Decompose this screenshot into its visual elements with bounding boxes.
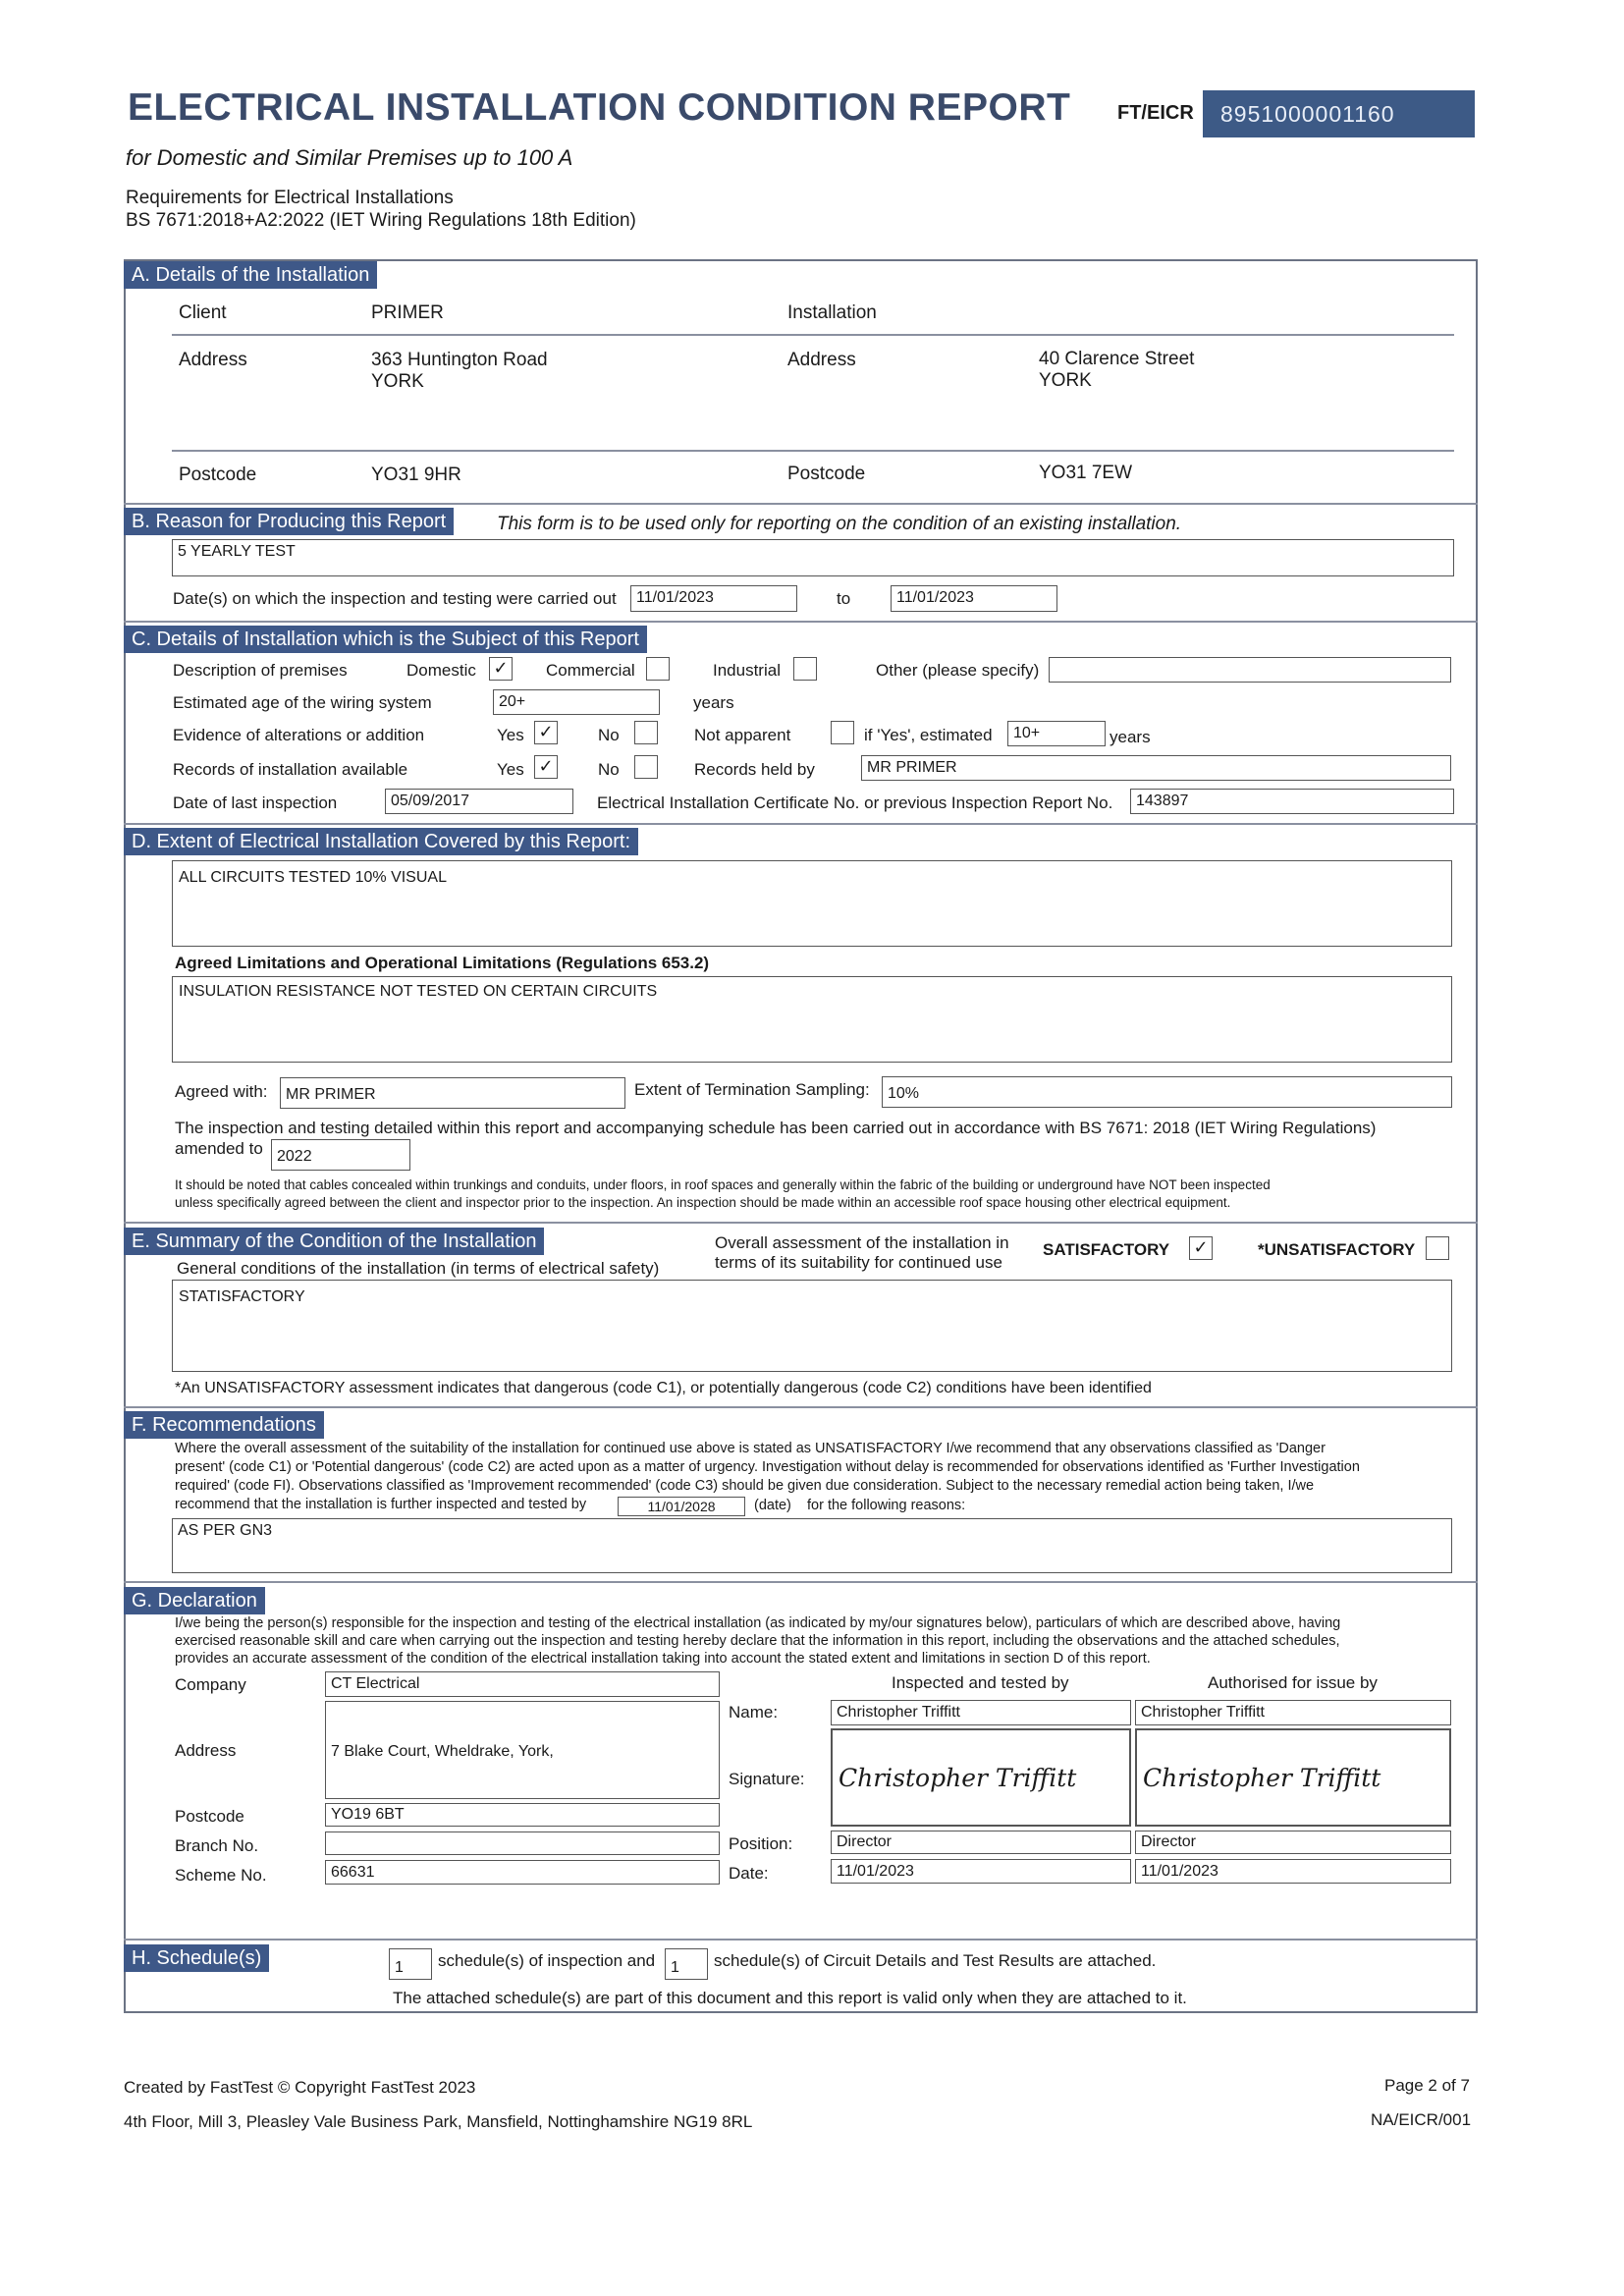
branch-field[interactable] xyxy=(325,1831,720,1855)
domestic-checkbox[interactable]: ✓ xyxy=(489,657,513,681)
ref-number-badge: 8951000001160 xyxy=(1203,90,1475,137)
years-label: years xyxy=(693,693,734,712)
position-label: Position: xyxy=(729,1834,793,1853)
divider xyxy=(172,450,1454,452)
section-c-heading: C. Details of Installation which is the Subject of this Report xyxy=(124,626,647,653)
limitations-label: Agreed Limitations and Operational Limitations (Regulations 653.2) xyxy=(175,954,710,972)
not-apparent-checkbox[interactable] xyxy=(831,721,854,744)
alter-yes-checkbox[interactable]: ✓ xyxy=(534,721,558,744)
standard-line: BS 7671:2018+A2:2022 (IET Wiring Regulations 18th Edition) xyxy=(126,210,636,231)
declaration-text xyxy=(175,1614,1340,1667)
records-no-label: No xyxy=(598,760,620,779)
recommendations-line-3: required' (code FI). Observations classified as 'Improvement recommended' (code C3) should be given due consideration. Subject to the necessary remedial action being taken, I/we xyxy=(175,1478,1315,1494)
alter-yes-label: Yes xyxy=(497,726,524,744)
scheme-label: Scheme No. xyxy=(175,1866,267,1885)
section-a-heading: A. Details of the Installation xyxy=(124,261,377,289)
if-yes-label: if 'Yes', estimated xyxy=(864,726,993,744)
extent-field[interactable]: ALL CIRCUITS TESTED 10% VISUAL xyxy=(172,860,1452,947)
authorised-by-label: Authorised for issue by xyxy=(1208,1673,1378,1692)
client-address-line2: YORK xyxy=(371,371,424,392)
alter-no-checkbox[interactable] xyxy=(634,721,658,744)
divider xyxy=(124,823,1478,825)
client-postcode-label: Postcode xyxy=(179,465,257,485)
install-address-line2: YORK xyxy=(1039,370,1092,391)
unsatisfactory-checkbox[interactable] xyxy=(1426,1236,1449,1260)
not-apparent-label: Not apparent xyxy=(694,726,791,744)
divider xyxy=(124,1939,1478,1941)
test-schedules-count[interactable]: 1 xyxy=(665,1948,708,1980)
records-yes-checkbox[interactable]: ✓ xyxy=(534,755,558,779)
concealed-note-2: unless specifically agreed between the client and inspector prior to the inspection. An inspection should be made within an accessible roof space housing other electrical equipment. xyxy=(175,1195,1231,1210)
signature-label: Signature: xyxy=(729,1770,805,1788)
postcode-field[interactable]: YO19 6BT xyxy=(325,1803,720,1827)
alter-no-label: No xyxy=(598,726,620,744)
section-f-heading: F. Recommendations xyxy=(124,1411,324,1439)
agreed-with-label: Agreed with: xyxy=(175,1082,268,1101)
recommendations-line-4: recommend that the installation is further inspected and tested by xyxy=(175,1497,587,1512)
company-field[interactable]: CT Electrical xyxy=(325,1671,720,1697)
inspected-by-label: Inspected and tested by xyxy=(892,1673,1069,1692)
divider xyxy=(172,334,1454,336)
divider xyxy=(124,503,1478,505)
agreed-with-field[interactable]: MR PRIMER xyxy=(280,1077,625,1109)
section-d-heading: D. Extent of Electrical Installation Covered by this Report: xyxy=(124,828,638,855)
reason-field[interactable]: 5 YEARLY TEST xyxy=(172,539,1454,576)
report-subtitle: for Domestic and Similar Premises up to 100 A xyxy=(126,145,573,170)
reasons-label: for the following reasons: xyxy=(807,1498,966,1513)
address-field[interactable]: 7 Blake Court, Wheldrake, York, xyxy=(325,1701,720,1799)
install-address-line1: 40 Clarence Street xyxy=(1039,349,1195,369)
client-postcode: YO31 9HR xyxy=(371,465,461,485)
section-b-note: This form is to be used only for reporting on the condition of an existing installation. xyxy=(497,514,1182,534)
branch-label: Branch No. xyxy=(175,1836,259,1855)
records-yes-label: Yes xyxy=(497,760,524,779)
last-inspection-field[interactable]: 05/09/2017 xyxy=(385,789,573,814)
records-label: Records of installation available xyxy=(173,760,408,779)
dates-label: Date(s) on which the inspection and testing were carried out xyxy=(173,589,617,608)
premises-label: Description of premises xyxy=(173,661,348,680)
inspector-date-field[interactable]: 11/01/2023 xyxy=(831,1859,1131,1884)
authoriser-name-field[interactable]: Christopher Triffitt xyxy=(1135,1700,1451,1725)
years-label-2: years xyxy=(1110,728,1151,746)
footer-address: 4th Floor, Mill 3, Pleasley Vale Business Park, Mansfield, Nottinghamshire NG19 8RL xyxy=(124,2112,753,2131)
address-label: Address xyxy=(175,1741,237,1760)
installation-label: Installation xyxy=(787,302,877,323)
overall-line-2: terms of its suitability for continued use xyxy=(715,1253,1002,1272)
sampling-label: Extent of Termination Sampling: xyxy=(634,1080,870,1099)
scheme-field[interactable]: 66631 xyxy=(325,1860,720,1885)
declaration-line-3: provides an accurate assessment of the condition of the electrical installation taking into account the stated extent and limitations in section D of this report. xyxy=(175,1651,1151,1667)
satisfactory-checkbox[interactable]: ✓ xyxy=(1189,1236,1213,1260)
divider xyxy=(124,1222,1478,1224)
date-label: (date) xyxy=(754,1498,791,1513)
inspector-position-field[interactable]: Director xyxy=(831,1831,1131,1854)
date-from-field[interactable]: 11/01/2023 xyxy=(630,585,797,612)
divider xyxy=(124,1581,1478,1583)
authoriser-signature[interactable]: Christopher Triffitt xyxy=(1135,1728,1451,1827)
other-field[interactable] xyxy=(1049,657,1451,683)
industrial-label: Industrial xyxy=(713,661,781,680)
other-label: Other (please specify) xyxy=(876,661,1040,680)
alterations-label: Evidence of alterations or addition xyxy=(173,726,425,744)
wiring-age-field[interactable]: 20+ xyxy=(493,689,660,715)
inspector-signature[interactable]: Christopher Triffitt xyxy=(831,1728,1131,1827)
limitations-field[interactable]: INSULATION RESISTANCE NOT TESTED ON CERTAIN CIRCUITS xyxy=(172,976,1452,1063)
inspection-schedules-count[interactable]: 1 xyxy=(389,1948,432,1980)
ref-label: FT/EICR xyxy=(1117,102,1194,124)
schedules-inspection-label: schedule(s) of inspection and xyxy=(438,1951,656,1970)
authoriser-date-field[interactable]: 11/01/2023 xyxy=(1135,1859,1451,1884)
authoriser-position-field[interactable]: Director xyxy=(1135,1831,1451,1854)
next-inspection-date[interactable]: 11/01/2028 xyxy=(618,1497,745,1516)
records-held-field[interactable]: MR PRIMER xyxy=(861,755,1451,781)
satisfactory-label: SATISFACTORY xyxy=(1043,1240,1170,1259)
client-value: PRIMER xyxy=(371,302,444,323)
unsatisfactory-footnote: *An UNSATISFACTORY assessment indicates that dangerous (code C1), or potentially dangerous (code C2) conditions have been identified xyxy=(175,1380,1152,1396)
cert-label: Electrical Installation Certificate No. or previous Inspection Report No. xyxy=(597,793,1113,812)
commercial-checkbox[interactable] xyxy=(646,657,670,681)
wiring-age-label: Estimated age of the wiring system xyxy=(173,693,432,712)
footer-created: Created by FastTest © Copyright FastTest 2023 xyxy=(124,2078,476,2097)
declaration-line-2: exercised reasonable skill and care when carrying out the inspection and testing hereby declare that the information in this report, including the observations and the attached schedules, xyxy=(175,1633,1340,1649)
install-postcode: YO31 7EW xyxy=(1039,463,1133,483)
schedules-tests-label: schedule(s) of Circuit Details and Test Results are attached. xyxy=(714,1951,1157,1970)
declaration-line-1: I/we being the person(s) responsible for the inspection and testing of the electrical installation (as indicated by my/our signatures below), particulars of which are described above, having xyxy=(175,1615,1341,1631)
amended-label: amended to xyxy=(175,1139,263,1158)
reasons-field[interactable]: AS PER GN3 xyxy=(172,1518,1452,1573)
overall-assessment-label xyxy=(715,1233,1009,1273)
divider xyxy=(124,1406,1478,1408)
commercial-label: Commercial xyxy=(546,661,635,680)
section-g-heading: G. Declaration xyxy=(124,1587,265,1614)
postcode-label: Postcode xyxy=(175,1807,244,1826)
company-label: Company xyxy=(175,1675,246,1694)
alter-age-field[interactable]: 10+ xyxy=(1007,721,1106,746)
recommendations-line-1: Where the overall assessment of the suitability of the installation for continued use above is stated as UNSATISFACTORY I/we recommend that any observations classified as 'Danger xyxy=(175,1441,1326,1456)
client-label: Client xyxy=(179,302,227,323)
sampling-field[interactable]: 10% xyxy=(882,1076,1452,1108)
footer-page: Page 2 of 7 xyxy=(1384,2076,1470,2095)
last-inspection-label: Date of last inspection xyxy=(173,793,338,812)
unsatisfactory-label: *UNSATISFACTORY xyxy=(1258,1240,1416,1259)
date-to-field[interactable]: 11/01/2023 xyxy=(891,585,1057,612)
general-conditions-label: General conditions of the installation (in terms of electrical safety) xyxy=(177,1259,660,1278)
requirements-text xyxy=(126,187,636,232)
section-h-heading: H. Schedule(s) xyxy=(124,1944,269,1972)
industrial-checkbox[interactable] xyxy=(793,657,817,681)
domestic-label: Domestic xyxy=(406,661,476,680)
to-label: to xyxy=(837,589,851,608)
report-title: ELECTRICAL INSTALLATION CONDITION REPORT xyxy=(128,86,1071,129)
section-e-heading: E. Summary of the Condition of the Installation xyxy=(124,1228,544,1255)
condition-field[interactable]: STATISFACTORY xyxy=(172,1280,1452,1372)
records-no-checkbox[interactable] xyxy=(634,755,658,779)
concealed-note-1: It should be noted that cables concealed within trunkings and conduits, under floors, in roof spaces and generally within the fabric of the building or underground have NOT been inspected xyxy=(175,1177,1271,1192)
divider xyxy=(124,621,1478,623)
schedules-note: The attached schedule(s) are part of this document and this report is valid only when they are attached to it. xyxy=(393,1989,1187,2007)
overall-line-1: Overall assessment of the installation in xyxy=(715,1233,1009,1252)
amended-field[interactable]: 2022 xyxy=(271,1139,410,1171)
inspector-name-field[interactable]: Christopher Triffitt xyxy=(831,1700,1131,1725)
footer-code: NA/EICR/001 xyxy=(1371,2110,1472,2129)
cert-number-field[interactable]: 143897 xyxy=(1130,789,1454,814)
section-b-heading: B. Reason for Producing this Report xyxy=(124,508,454,535)
records-held-label: Records held by xyxy=(694,760,815,779)
accordance-text: The inspection and testing detailed within this report and accompanying schedule has been carried out in accordance with BS 7671: 2018 (IET Wiring Regulations) xyxy=(175,1119,1377,1137)
install-address-label: Address xyxy=(787,350,856,370)
install-postcode-label: Postcode xyxy=(787,464,866,484)
date-label: Date: xyxy=(729,1864,769,1883)
client-address-line1: 363 Huntington Road xyxy=(371,350,548,370)
client-address-label: Address xyxy=(179,350,247,370)
requirements-line: Requirements for Electrical Installations xyxy=(126,188,454,208)
name-label: Name: xyxy=(729,1703,779,1722)
recommendations-line-2: present' (code C1) or 'Potential dangerous' (code C2) are acted upon as a matter of urgency. Investigation without delay is recommended for observations identified as 'Further Investigation xyxy=(175,1459,1360,1475)
